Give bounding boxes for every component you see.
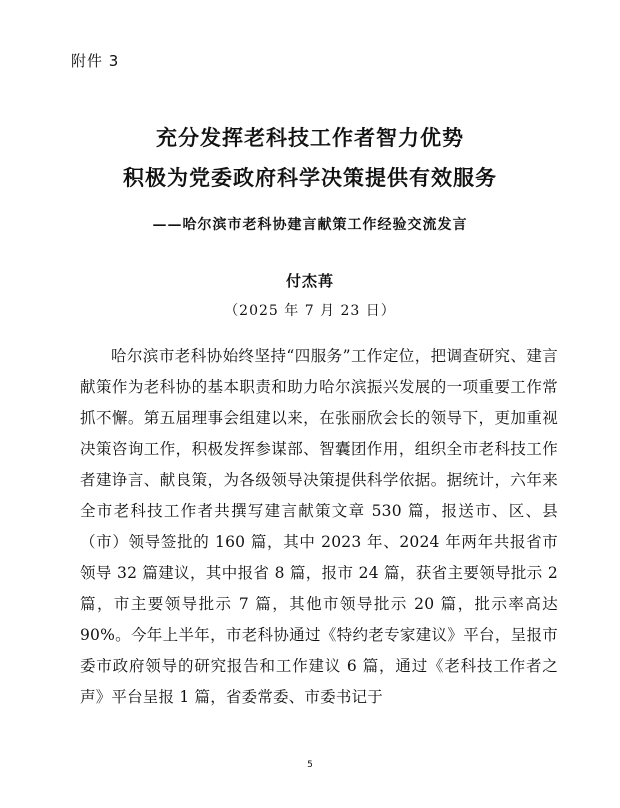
speech-date: （2025 年 7 月 23 日） — [224, 303, 396, 319]
document-title-line-1: 充分发挥老科技工作者智力优势 — [156, 126, 464, 150]
body-paragraph: 哈尔滨市老科协始终坚持“四服务”工作定位，把调查研究、建言献策作为老科协的基本职责和助力哈尔滨振兴发展的一项重要工作常抓不懈。第五届理事会组建以来，在张丽欣会长的领导下，更加重视决策咨询工作，积极发挥参谋部、智囊团作用，组织全市老科技工作者建诤言、献良策，为各级领导决策提供科学依据。据统计，六年来全市老科技工作者共撰写建言献策文章 530 篇，报送市、区、县（市）领导签批的 160 篇，其中 2023 年、2024 年两年共报省市领导 32 篇建议，其中报省 8 篇，报市 24 篇，获省主要领导批示 2 篇，市主要领导批示 7 篇，其他市领导批示 20 篇，批示率高达 90%。今年上半年，市老科协通过《特约老专家建议》平台，呈报市委市政府领导的研究报告和工作建议 6 篇，通过《老科技工作者之声》平台呈报 1 篇，省委常委、市委书记于 — [80, 347, 558, 706]
author-name: 付杰苒 — [285, 272, 334, 290]
document-subtitle: ——哈尔滨市老科协建言献策工作经验交流发言 — [152, 217, 468, 233]
document-title-line-2: 积极为党委政府科学决策提供有效服务 — [123, 166, 497, 190]
page-number: 5 — [307, 760, 313, 770]
attachment-label: 附件 3 — [71, 52, 120, 70]
